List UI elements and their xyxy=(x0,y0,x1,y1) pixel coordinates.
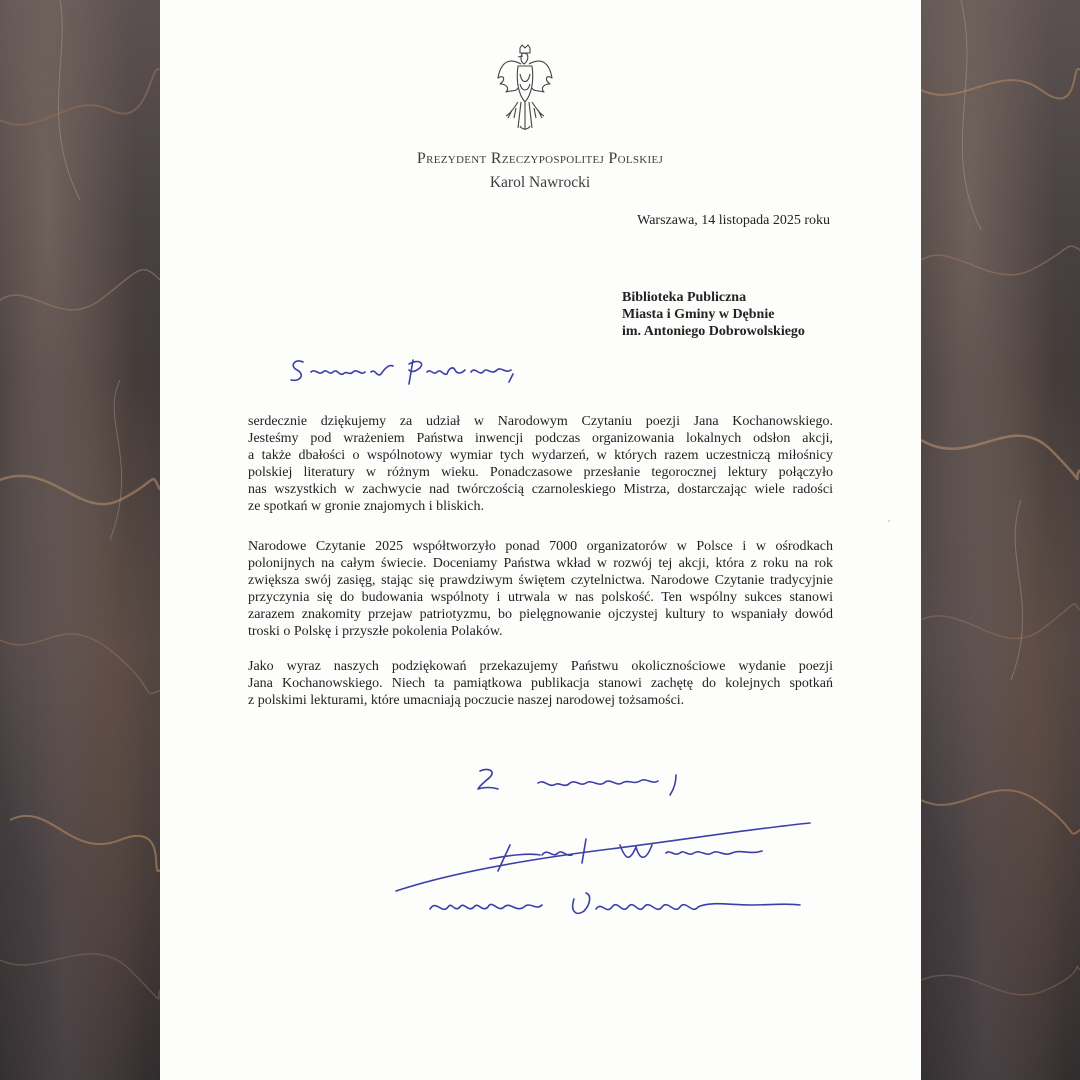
text-line: Jesteśmy pod wrażeniem Państwa inwencji podczas organizowania lokalnych odsłon akcji, xyxy=(248,431,833,446)
text-line: ze spotkań w gronie znajomych i bliskich. xyxy=(248,499,484,514)
paragraph-1 xyxy=(248,413,833,515)
marble-background-right xyxy=(921,0,1080,1080)
letterhead-title: Prezydent Rzeczypospolitej Polskiej xyxy=(416,150,664,167)
text-line: z polskimi lekturami, które umacniają poczucie naszej narodowej tożsamości. xyxy=(248,693,685,708)
paper-mark xyxy=(888,520,890,522)
paragraph-3 xyxy=(248,658,833,709)
handwritten-salutation xyxy=(285,352,525,392)
text-line: przyczynia się do budowania wspólnoty i utrwala w nas polskość. Ten wspólny sukces stanowi xyxy=(248,590,833,605)
text-line: polskiej literatury w różnym wieku. Ponadczasowe przesłanie tegorocznej lektury połączyło xyxy=(248,465,833,480)
text-line: a także dbałości o wspólnotowy wymiar tych wydarzeń, w których razem uczestniczą miłośnicy xyxy=(248,448,833,463)
text-line: nas wszystkich w zachwycie nad twórczością czarnoleskiego Mistrza, dostarczając wiele radości xyxy=(248,482,833,497)
letterhead-name: Karol Nawrocki xyxy=(489,174,591,191)
marble-background-left xyxy=(0,0,160,1080)
text-line: Jako wyraz naszych podziękowań przekazujemy Państwu okolicznościowe wydanie poezji xyxy=(248,659,833,674)
handwritten-closing xyxy=(470,765,690,805)
white-eagle-emblem-icon xyxy=(496,44,554,134)
text-line: Jana Kochanowskiego. Niech ta pamiątkowa publikacja stanowi zachętę do kolejnych spotkań xyxy=(248,676,833,691)
recipient-line: Miasta i Gminy w Dębnie xyxy=(622,307,775,322)
text-line: polonijnych na całym świecie. Doceniamy Państwa wkład w rozwój tej akcji, która z roku na rok xyxy=(248,556,833,571)
date-line: Warszawa, 14 listopada 2025 roku xyxy=(637,213,830,228)
text-line: Narodowe Czytanie 2025 współtworzyło ponad 7000 organizatorów w Polsce i w ośrodkach xyxy=(248,539,833,554)
text-line: zwiększa swój zasięg, stając się prawdziwym świętem czytelnictwa. Narodowe Czytanie tradycyjnie xyxy=(248,573,833,588)
paragraph-2 xyxy=(248,538,833,640)
text-line: troski o Polskę i przyszłe pokolenia Polaków. xyxy=(248,624,503,639)
president-signature xyxy=(390,815,820,925)
recipient-address xyxy=(622,289,805,340)
text-line: serdecznie dziękujemy za udział w Narodowym Czytaniu poezji Jana Kochanowskiego. xyxy=(248,414,833,429)
recipient-line: Biblioteka Publiczna xyxy=(622,290,747,305)
text-line: zarazem znakomity przejaw patriotyzmu, bo pielęgnowanie ojczystej kultury to wspaniały dowód xyxy=(248,607,833,622)
recipient-line: im. Antoniego Dobrowolskiego xyxy=(622,324,805,339)
